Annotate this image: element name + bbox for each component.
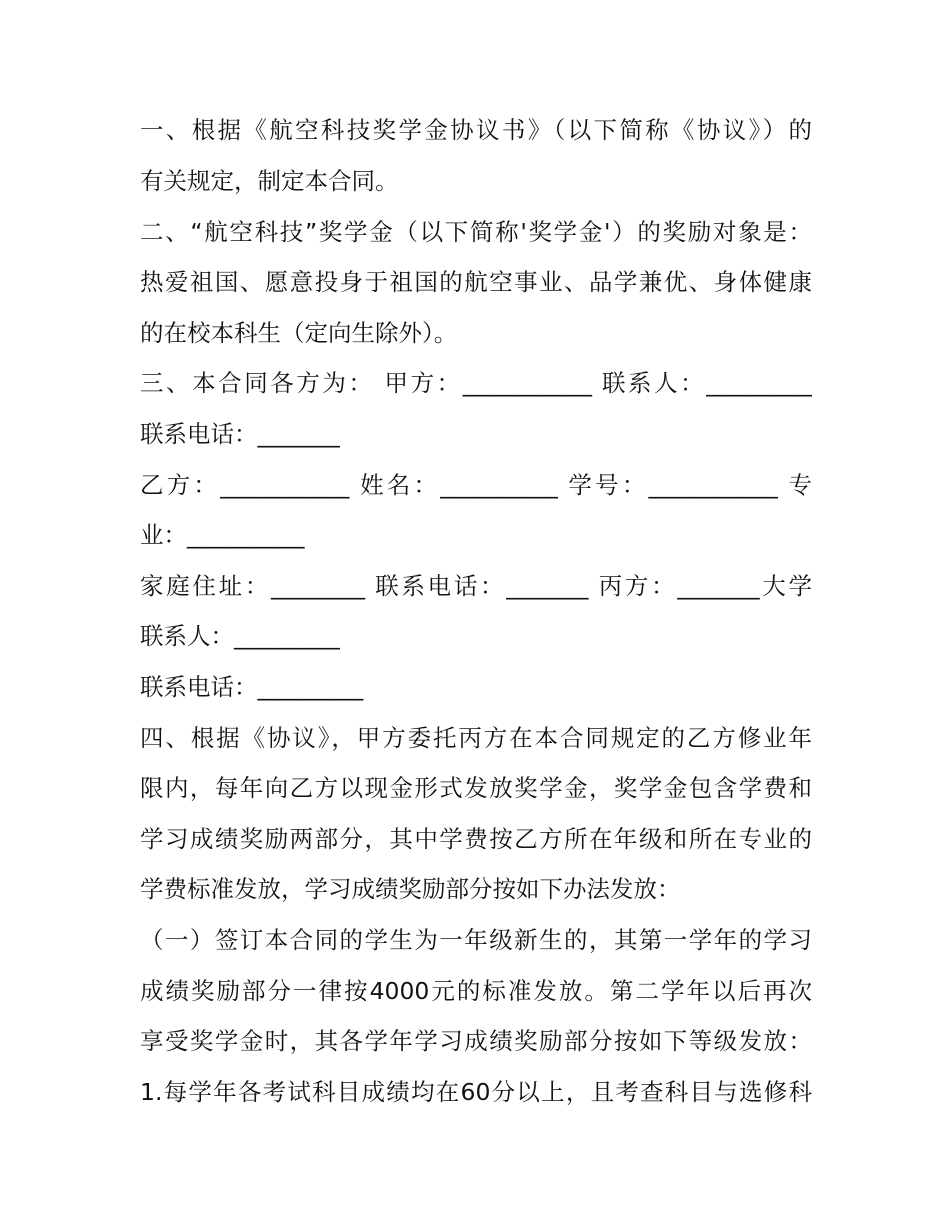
paragraph-line: 一、根据《航空科技奖学金协议书》（以下简称《协议》）的 [140, 116, 812, 144]
paragraph-line: 家庭住址：________ 联系电话：_______ 丙方：_______大学 [140, 572, 812, 600]
paragraph-line: 学费标准发放，学习成绩奖励部分按如下办法发放： [140, 875, 681, 903]
paragraph-line: 业：__________ [140, 521, 305, 549]
paragraph-line: 享受奖学金时，其各学年学习成绩奖励部分按如下等级发放： [140, 1027, 812, 1055]
paragraph-line: 联系人：_________ [140, 622, 340, 650]
paragraph-line: 有关规定，制定本合同。 [140, 167, 399, 195]
paragraph-line: 乙方：___________ 姓名：__________ 学号：___________ 专 [140, 471, 812, 499]
paragraph-line: 限内，每年向乙方以现金形式发放奖学金，奖学金包含学费和 [140, 774, 812, 802]
paragraph-line: 的在校本科生（定向生除外）。 [140, 319, 458, 347]
paragraph-line: 四、根据《协议》，甲方委托丙方在本合同规定的乙方修业年 [140, 724, 812, 752]
paragraph-line: 成绩奖励部分一律按4000元的标准发放。第二学年以后再次 [140, 977, 812, 1005]
paragraph-line: 学习成绩奖励两部分，其中学费按乙方所在年级和所在专业的 [140, 825, 812, 853]
paragraph-line: 联系电话：_______ [140, 420, 340, 448]
paragraph-line: 热爱祖国、愿意投身于祖国的航空事业、品学兼优、身体健康 [140, 268, 812, 296]
paragraph-line: （一）签订本合同的学生为一年级新生的，其第一学年的学习 [140, 926, 812, 954]
paragraph-line: 三、本合同各方为： 甲方：___________ 联系人：_________ [140, 369, 812, 397]
paragraph-line: 1.每学年各考试科目成绩均在60分以上，且考查科目与选修科 [140, 1078, 812, 1106]
paragraph-line: 二、“航空科技”奖学金（以下简称'奖学金'）的奖励对象是： [140, 218, 812, 246]
paragraph-line: 联系电话：_________ [140, 673, 364, 701]
